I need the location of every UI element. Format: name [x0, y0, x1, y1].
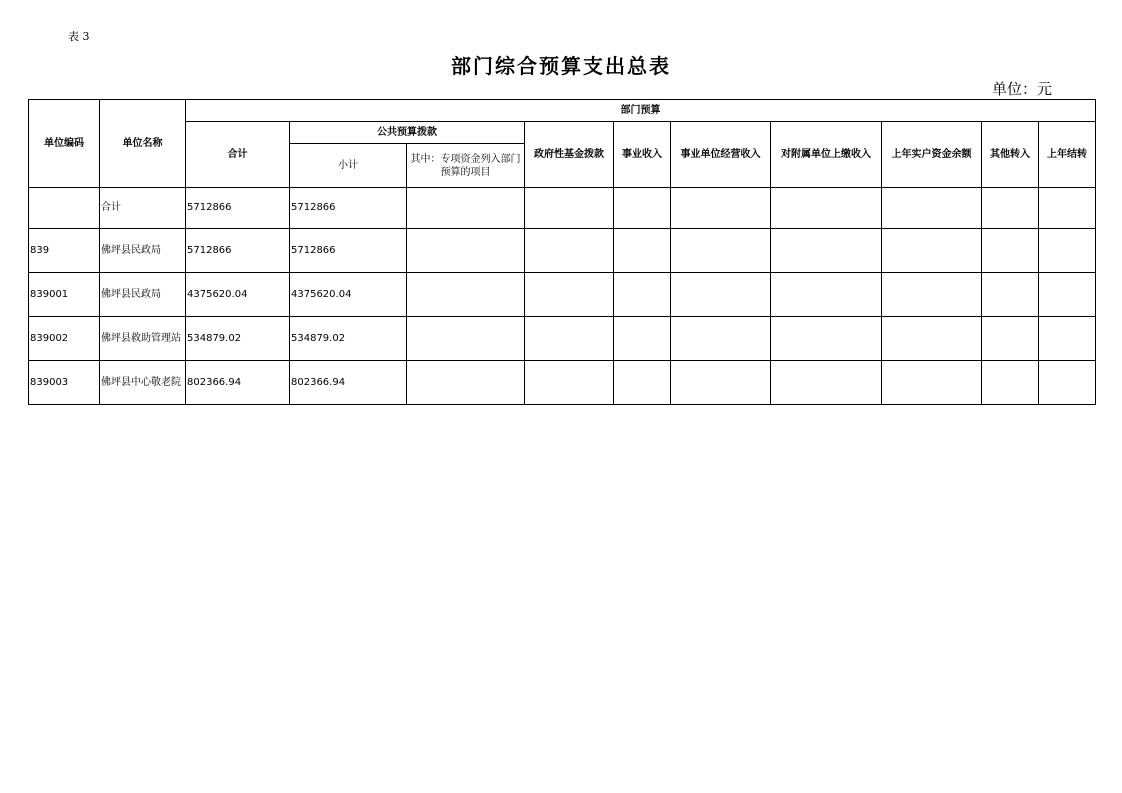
cell-empty: [525, 229, 614, 273]
cell-empty: [1039, 229, 1096, 273]
cell-empty: [1039, 273, 1096, 317]
unit-label: 单位：元: [992, 80, 1053, 98]
cell-subtotal: 5712866: [290, 188, 407, 229]
header-subtotal: 小计: [290, 144, 407, 188]
cell-name: 佛坪县民政局: [100, 273, 186, 317]
cell-total: 534879.02: [186, 317, 290, 361]
cell-empty: [671, 229, 771, 273]
cell-empty: [671, 317, 771, 361]
cell-empty: [982, 188, 1039, 229]
header-total: 合计: [186, 122, 290, 188]
cell-empty: [982, 361, 1039, 405]
cell-empty: [771, 273, 882, 317]
header-public-budget: 公共预算拨款: [290, 122, 525, 144]
cell-empty: [1039, 317, 1096, 361]
cell-name: 佛坪县救助管理站: [100, 317, 186, 361]
cell-empty: [525, 273, 614, 317]
cell-name: 佛坪县民政局: [100, 229, 186, 273]
cell-total: 802366.94: [186, 361, 290, 405]
cell-code: 839: [29, 229, 100, 273]
header-row: [29, 122, 1096, 144]
cell-code: 839002: [29, 317, 100, 361]
table-row: [29, 229, 1096, 273]
cell-empty: [525, 188, 614, 229]
table-number: 表 3: [68, 30, 90, 43]
cell-empty: [882, 361, 982, 405]
cell-empty: [882, 188, 982, 229]
table-row: [29, 361, 1096, 405]
cell-empty: [525, 361, 614, 405]
header-affiliated-turnover: 对附属单位上缴收入: [771, 122, 882, 188]
cell-name: 合计: [100, 188, 186, 229]
cell-empty: [771, 229, 882, 273]
header-prior-year-balance: 上年实户资金余额: [882, 122, 982, 188]
cell-code: [29, 188, 100, 229]
cell-empty: [982, 317, 1039, 361]
cell-empty: [1039, 361, 1096, 405]
header-special-funds: 其中：专项资金列入部门预算的项目: [407, 144, 525, 188]
cell-empty: [1039, 188, 1096, 229]
cell-empty: [407, 229, 525, 273]
cell-empty: [407, 361, 525, 405]
header-row: [29, 100, 1096, 122]
cell-total: 4375620.04: [186, 273, 290, 317]
header-business-income: 事业收入: [614, 122, 671, 188]
table-row: [29, 317, 1096, 361]
cell-empty: [671, 273, 771, 317]
cell-empty: [614, 273, 671, 317]
header-business-operating-income: 事业单位经营收入: [671, 122, 771, 188]
page-title: 部门综合预算支出总表: [451, 54, 671, 78]
cell-subtotal: 534879.02: [290, 317, 407, 361]
header-other-transfer: 其他转入: [982, 122, 1039, 188]
cell-empty: [407, 273, 525, 317]
table-row: [29, 188, 1096, 229]
cell-empty: [982, 229, 1039, 273]
cell-empty: [771, 188, 882, 229]
header-prior-year-carryover: 上年结转: [1039, 122, 1096, 188]
cell-empty: [671, 188, 771, 229]
header-unit-name: 单位名称: [100, 100, 186, 188]
cell-total: 5712866: [186, 229, 290, 273]
cell-empty: [982, 273, 1039, 317]
cell-empty: [407, 317, 525, 361]
header-unit-code: 单位编码: [29, 100, 100, 188]
cell-total: 5712866: [186, 188, 290, 229]
cell-empty: [525, 317, 614, 361]
cell-empty: [771, 361, 882, 405]
budget-table: [28, 99, 1096, 405]
table-row: [29, 273, 1096, 317]
cell-empty: [771, 317, 882, 361]
cell-subtotal: 802366.94: [290, 361, 407, 405]
cell-subtotal: 5712866: [290, 229, 407, 273]
cell-empty: [671, 361, 771, 405]
cell-empty: [407, 188, 525, 229]
header-gov-fund: 政府性基金拨款: [525, 122, 614, 188]
cell-code: 839003: [29, 361, 100, 405]
cell-empty: [882, 273, 982, 317]
cell-empty: [882, 229, 982, 273]
cell-empty: [614, 317, 671, 361]
header-dept-budget: 部门预算: [186, 100, 1096, 122]
cell-empty: [614, 188, 671, 229]
cell-code: 839001: [29, 273, 100, 317]
cell-subtotal: 4375620.04: [290, 273, 407, 317]
cell-empty: [882, 317, 982, 361]
cell-empty: [614, 361, 671, 405]
cell-name: 佛坪县中心敬老院: [100, 361, 186, 405]
cell-empty: [614, 229, 671, 273]
